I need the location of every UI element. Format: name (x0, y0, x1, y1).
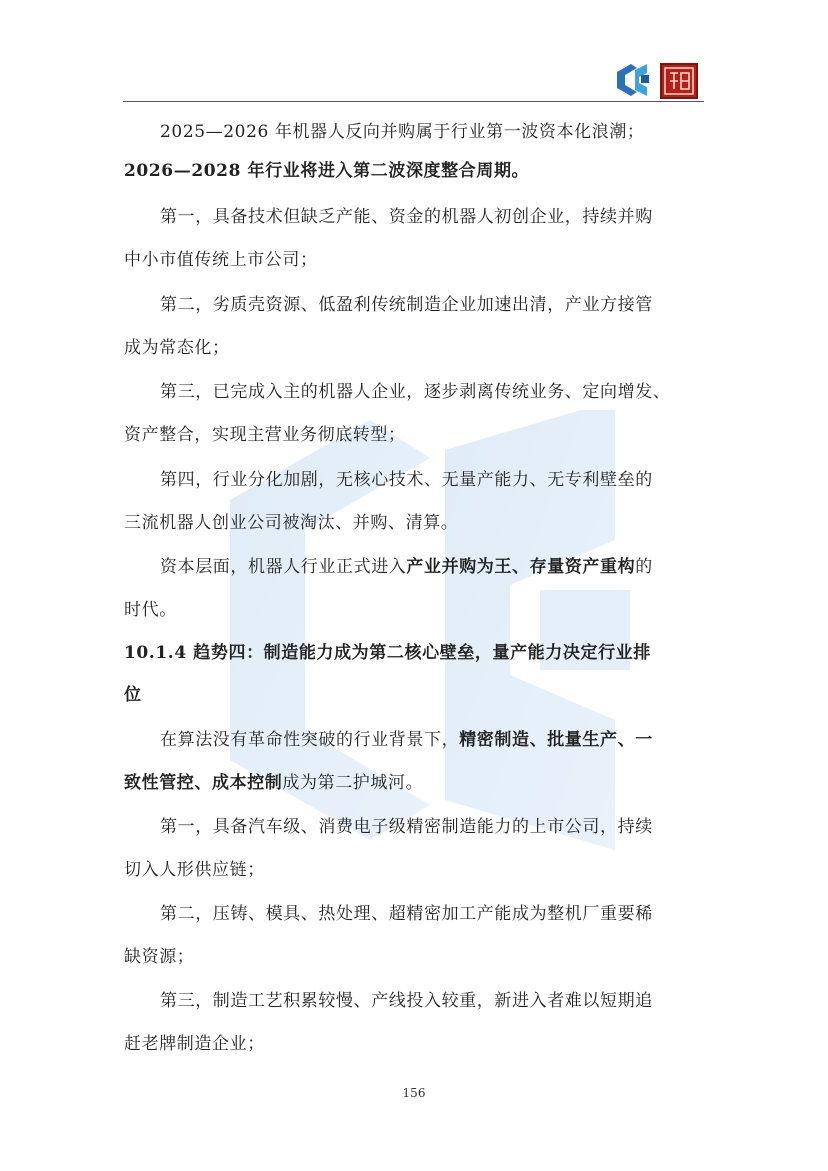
text-line (124, 768, 704, 793)
text-run: 的 (635, 557, 653, 577)
text-run: 资本层面，机器人行业正式进入 (160, 557, 407, 577)
text-line: 切入人形供应链； (124, 860, 265, 880)
text-line: 时代。 (124, 600, 177, 620)
gc-logo-icon (611, 61, 653, 99)
text-run-bold: 产业并购为王、存量资产重构 (406, 557, 636, 577)
section-heading: 10.1.4 趋势四：制造能力成为第二核心壁垒，量产能力决定行业排 (124, 643, 651, 663)
header-rule (123, 101, 704, 102)
text-line: 第二，劣质壳资源、低盈利传统制造企业加速出清，产业方接管 (160, 295, 653, 315)
section-heading: 位 (124, 685, 142, 705)
text-line: 缺资源； (124, 947, 195, 967)
text-run: 在算法没有革命性突破的行业背景下， (160, 730, 460, 750)
red-seal-icon (660, 63, 698, 99)
text-line: 成为常态化； (124, 338, 230, 358)
text-run-bold: 精密制造、批量生产、一 (459, 730, 653, 750)
text-line: 第一，具备汽车级、消费电子级精密制造能力的上市公司，持续 (160, 817, 653, 837)
text-run: 成为第二护城河。 (282, 773, 424, 793)
text-line: 2025—2026 年机器人反向并购属于行业第一波资本化浪潮； (160, 122, 645, 142)
text-line: 资产整合，实现主营业务彻底转型； (124, 425, 406, 445)
text-line: 第一，具备技术但缺乏产能、资金的机器人初创企业，持续并购 (160, 207, 653, 227)
text-line: 2026—2028 年行业将进入第二波深度整合周期。 (124, 161, 530, 181)
text-line: 第三，制造工艺积累较慢、产线投入较重，新进入者难以短期追 (160, 991, 653, 1011)
page-number: 156 (402, 1086, 426, 1100)
text-line: 第四，行业分化加剧，无核心技术、无量产能力、无专利壁垒的 (160, 470, 653, 490)
text-line: 中小市值传统上市公司； (124, 250, 318, 270)
text-line (160, 725, 740, 750)
text-line: 三流机器人创业公司被淘汰、并购、清算。 (124, 513, 459, 533)
text-line (160, 552, 740, 577)
text-line: 第三，已完成入主的机器人企业，逐步剥离传统业务、定向增发、 (160, 382, 671, 402)
text-line: 第二，压铸、模具、热处理、超精密加工产能成为整机厂重要稀 (160, 904, 653, 924)
text-line: 赶老牌制造企业； (124, 1034, 265, 1054)
text-run-bold: 致性管控、成本控制 (124, 773, 283, 793)
